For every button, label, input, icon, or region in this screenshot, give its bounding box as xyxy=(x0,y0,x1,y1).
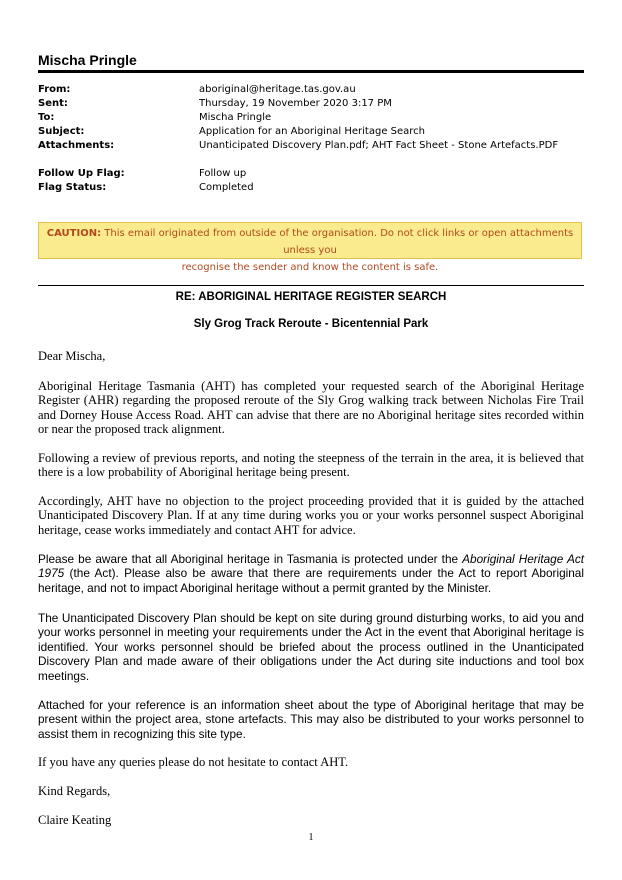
paragraph-2: Following a review of previous reports, and noting the steepness of the terrain in the area, it is believed that there is a low probability of Aboriginal heritage being present. xyxy=(38,451,584,480)
sender-name: Mischa Pringle xyxy=(38,52,137,68)
caution-line2: recognise the sender and know the content is safe. xyxy=(181,262,439,273)
paragraph-6: Attached for your reference is an information sheet about the type of Aboriginal heritage that may be present within the project area, stone artefacts. This may also be distributed to your works personnel to assist them in recognizing this site type. xyxy=(38,698,584,741)
caution-banner xyxy=(38,222,582,273)
subject-value: Application for an Aboriginal Heritage Search xyxy=(199,126,426,137)
flag-status-value: Completed xyxy=(199,182,254,193)
letter-subtitle: Sly Grog Track Reroute - Bicentennial Park xyxy=(193,318,429,330)
caution-label: CAUTION: xyxy=(46,228,102,239)
from-value: aboriginal@heritage.tas.gov.au xyxy=(199,84,356,95)
sent-value: Thursday, 19 November 2020 3:17 PM xyxy=(199,98,392,109)
paragraph-4-part-b: (the Act). Please also be aware that there are requirements under the Act to report Aboriginal heritage, and not to impact Aboriginal heritage without a permit granted by the Minister. xyxy=(38,566,584,595)
caution-line1: This email originated from outside of the organisation. Do not click links or open attachments unless you xyxy=(104,228,574,256)
followup-value: Follow up xyxy=(199,168,247,179)
header-rule xyxy=(38,70,584,73)
paragraph-4-part-a: Please be aware that all Aboriginal heritage in Tasmania is protected under the xyxy=(38,552,463,566)
attachments-label: Attachments: xyxy=(38,140,115,151)
greeting: Dear Mischa, xyxy=(38,349,106,363)
paragraph-4 xyxy=(38,552,584,595)
closing: Kind Regards, xyxy=(38,784,111,798)
paragraph-7: If you have any queries please do not hesitate to contact AHT. xyxy=(38,755,349,769)
signature: Claire Keating xyxy=(38,813,112,827)
from-label: From: xyxy=(38,84,71,95)
flag-status-label: Flag Status: xyxy=(38,182,107,193)
subject-label: Subject: xyxy=(38,126,85,137)
paragraph-1: Aboriginal Heritage Tasmania (AHT) has completed your requested search of the Aboriginal Heritage Register (AHR) regarding the proposed reroute of the Sly Grog walking track between Nicholas Fire Trail and Dorney House Access Road. AHT can advise that there are no Aboriginal heritage sites recorded within or near the proposed track alignment. xyxy=(38,379,584,437)
page-number: 1 xyxy=(308,832,314,843)
to-value: Mischa Pringle xyxy=(199,112,272,123)
attachments-value: Unanticipated Discovery Plan.pdf; AHT Fact Sheet - Stone Artefacts.PDF xyxy=(199,140,559,151)
body-rule xyxy=(38,285,584,286)
paragraph-5: The Unanticipated Discovery Plan should be kept on site during ground disturbing works, to aid you and your works personnel in meeting your requirements under the Act in the event that Aboriginal heritage is identified. Your works personnel should be briefed about the process outlined in the Unanticipated Discovery Plan and made aware of their obligations under the Act during site inductions and tool box meetings. xyxy=(38,611,584,683)
paragraph-3: Accordingly, AHT have no objection to the project proceeding provided that it is guided by the attached Unanticipated Discovery Plan. If at any time during works you or your works personnel suspect Aboriginal heritage, cease works immediately and contact AHT for advice. xyxy=(38,494,584,537)
to-label: To: xyxy=(38,112,55,123)
letter-title: RE: ABORIGINAL HERITAGE REGISTER SEARCH xyxy=(175,291,447,303)
followup-label: Follow Up Flag: xyxy=(38,168,125,179)
act-title: Aboriginal Heritage Act 1975 xyxy=(38,552,584,581)
sent-label: Sent: xyxy=(38,98,68,109)
